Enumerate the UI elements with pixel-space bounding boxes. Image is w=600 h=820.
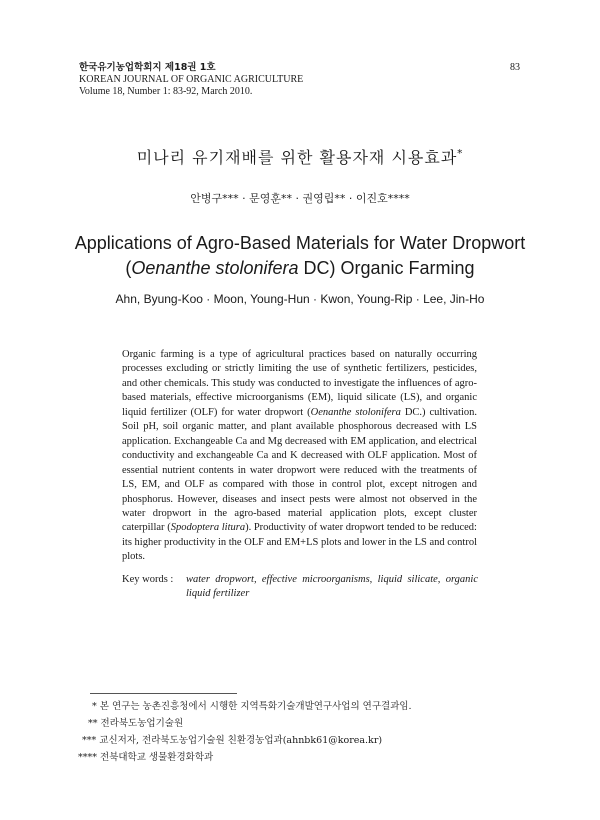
title-footnote-mark: * (457, 148, 464, 160)
abstract-text-3: ). Productivity of water dropwort tended to be reduced: its higher productivity in the OLF and EM+LS plots and lower in the LS and control plots. (122, 522, 478, 563)
paper-title-en (40, 231, 560, 281)
volume-info: Volume 18, Number 1: 83-92, March 2010. (79, 86, 253, 97)
abstract (122, 348, 477, 565)
journal-header (79, 62, 529, 98)
footnote-text: 전북대학교 생물환경화학과 (100, 752, 214, 763)
abstract-pest: Spodoptera litura (170, 522, 246, 534)
abstract-text-1: Organic farming is a type of agricultural practices based on naturally occurring processes excluding or strictly limiting the use of synthetic fertilizers, pesticides, and other chemicals. This study was conducted to investigate the influences of agro-based materials, effective microorganisms (EM), liquid silicate (LS), and organic liquid fertilizer (OLF) for water dropwort ( (122, 349, 477, 418)
footnote-1 (70, 698, 530, 715)
footnote-text: 전라북도농업기술원 (100, 718, 184, 729)
title-en-part1: Applications of Agro-Based Materials for Water Dropwort ( (74, 233, 526, 278)
footnote-text: 교신저자, 전라북도농업기술원 친환경농업과(ahnbk61@korea.kr) (99, 735, 383, 746)
page-number: 83 (510, 62, 520, 73)
journal-name-kr: 한국유기농업학회지 제18권 1호 (79, 62, 216, 73)
footnote-mark: * (92, 701, 97, 712)
keywords-values: water dropwort, effective microorganisms, liquid silicate, organic liquid fertilizer (186, 574, 478, 599)
footnote-mark: ** (88, 718, 98, 729)
footnote-divider (90, 693, 237, 694)
footnotes (70, 698, 530, 766)
footnote-2 (70, 715, 530, 732)
title-en-species: Oenanthe stolonifera (131, 258, 299, 278)
title-en-part2: DC) Organic Farming (298, 258, 475, 278)
footnote-mark: **** (78, 752, 97, 763)
footnote-4 (70, 749, 530, 766)
authors-en: Ahn, Byung-Koo · Moon, Young-Hun · Kwon, Young-Rip · Lee, Jin-Ho (115, 292, 485, 306)
abstract-text-2: DC.) cultivation. Soil pH, soil organic matter, and plant available phosphorous decreased with LS application. Exchangeable Ca and Mg decreased with EM application, and electrical conductivity and exchangeable Ca and K decreased with OLF application. Most of essential nutrient contents in water dropwort were reduced with the treatments of LS, EM, and OLF as compared with those in control plot, except nitrogen and phosphorus. However, diseases and insect pests were almost not observed in the water dropwort in the agro-based material application plots, except cluster caterpillar ( (122, 406, 477, 534)
abstract-species: Oenanthe stolonifera (310, 406, 401, 418)
paper-title-kr (0, 145, 600, 168)
keywords-label: Key words : (122, 574, 174, 585)
authors-kr: 안병구*** · 문영훈** · 권영립** · 이진호**** (190, 192, 410, 205)
paper-title-kr-text: 미나리 유기재배를 위한 활용자재 시용효과 (136, 148, 458, 167)
footnote-mark: *** (82, 735, 97, 746)
footnote-3 (70, 732, 530, 749)
footnote-text: 본 연구는 농촌진흥청에서 시행한 지역특화기술개발연구사업의 연구결과임. (99, 701, 412, 712)
journal-name-en: KOREAN JOURNAL OF ORGANIC AGRICULTURE (79, 74, 304, 85)
